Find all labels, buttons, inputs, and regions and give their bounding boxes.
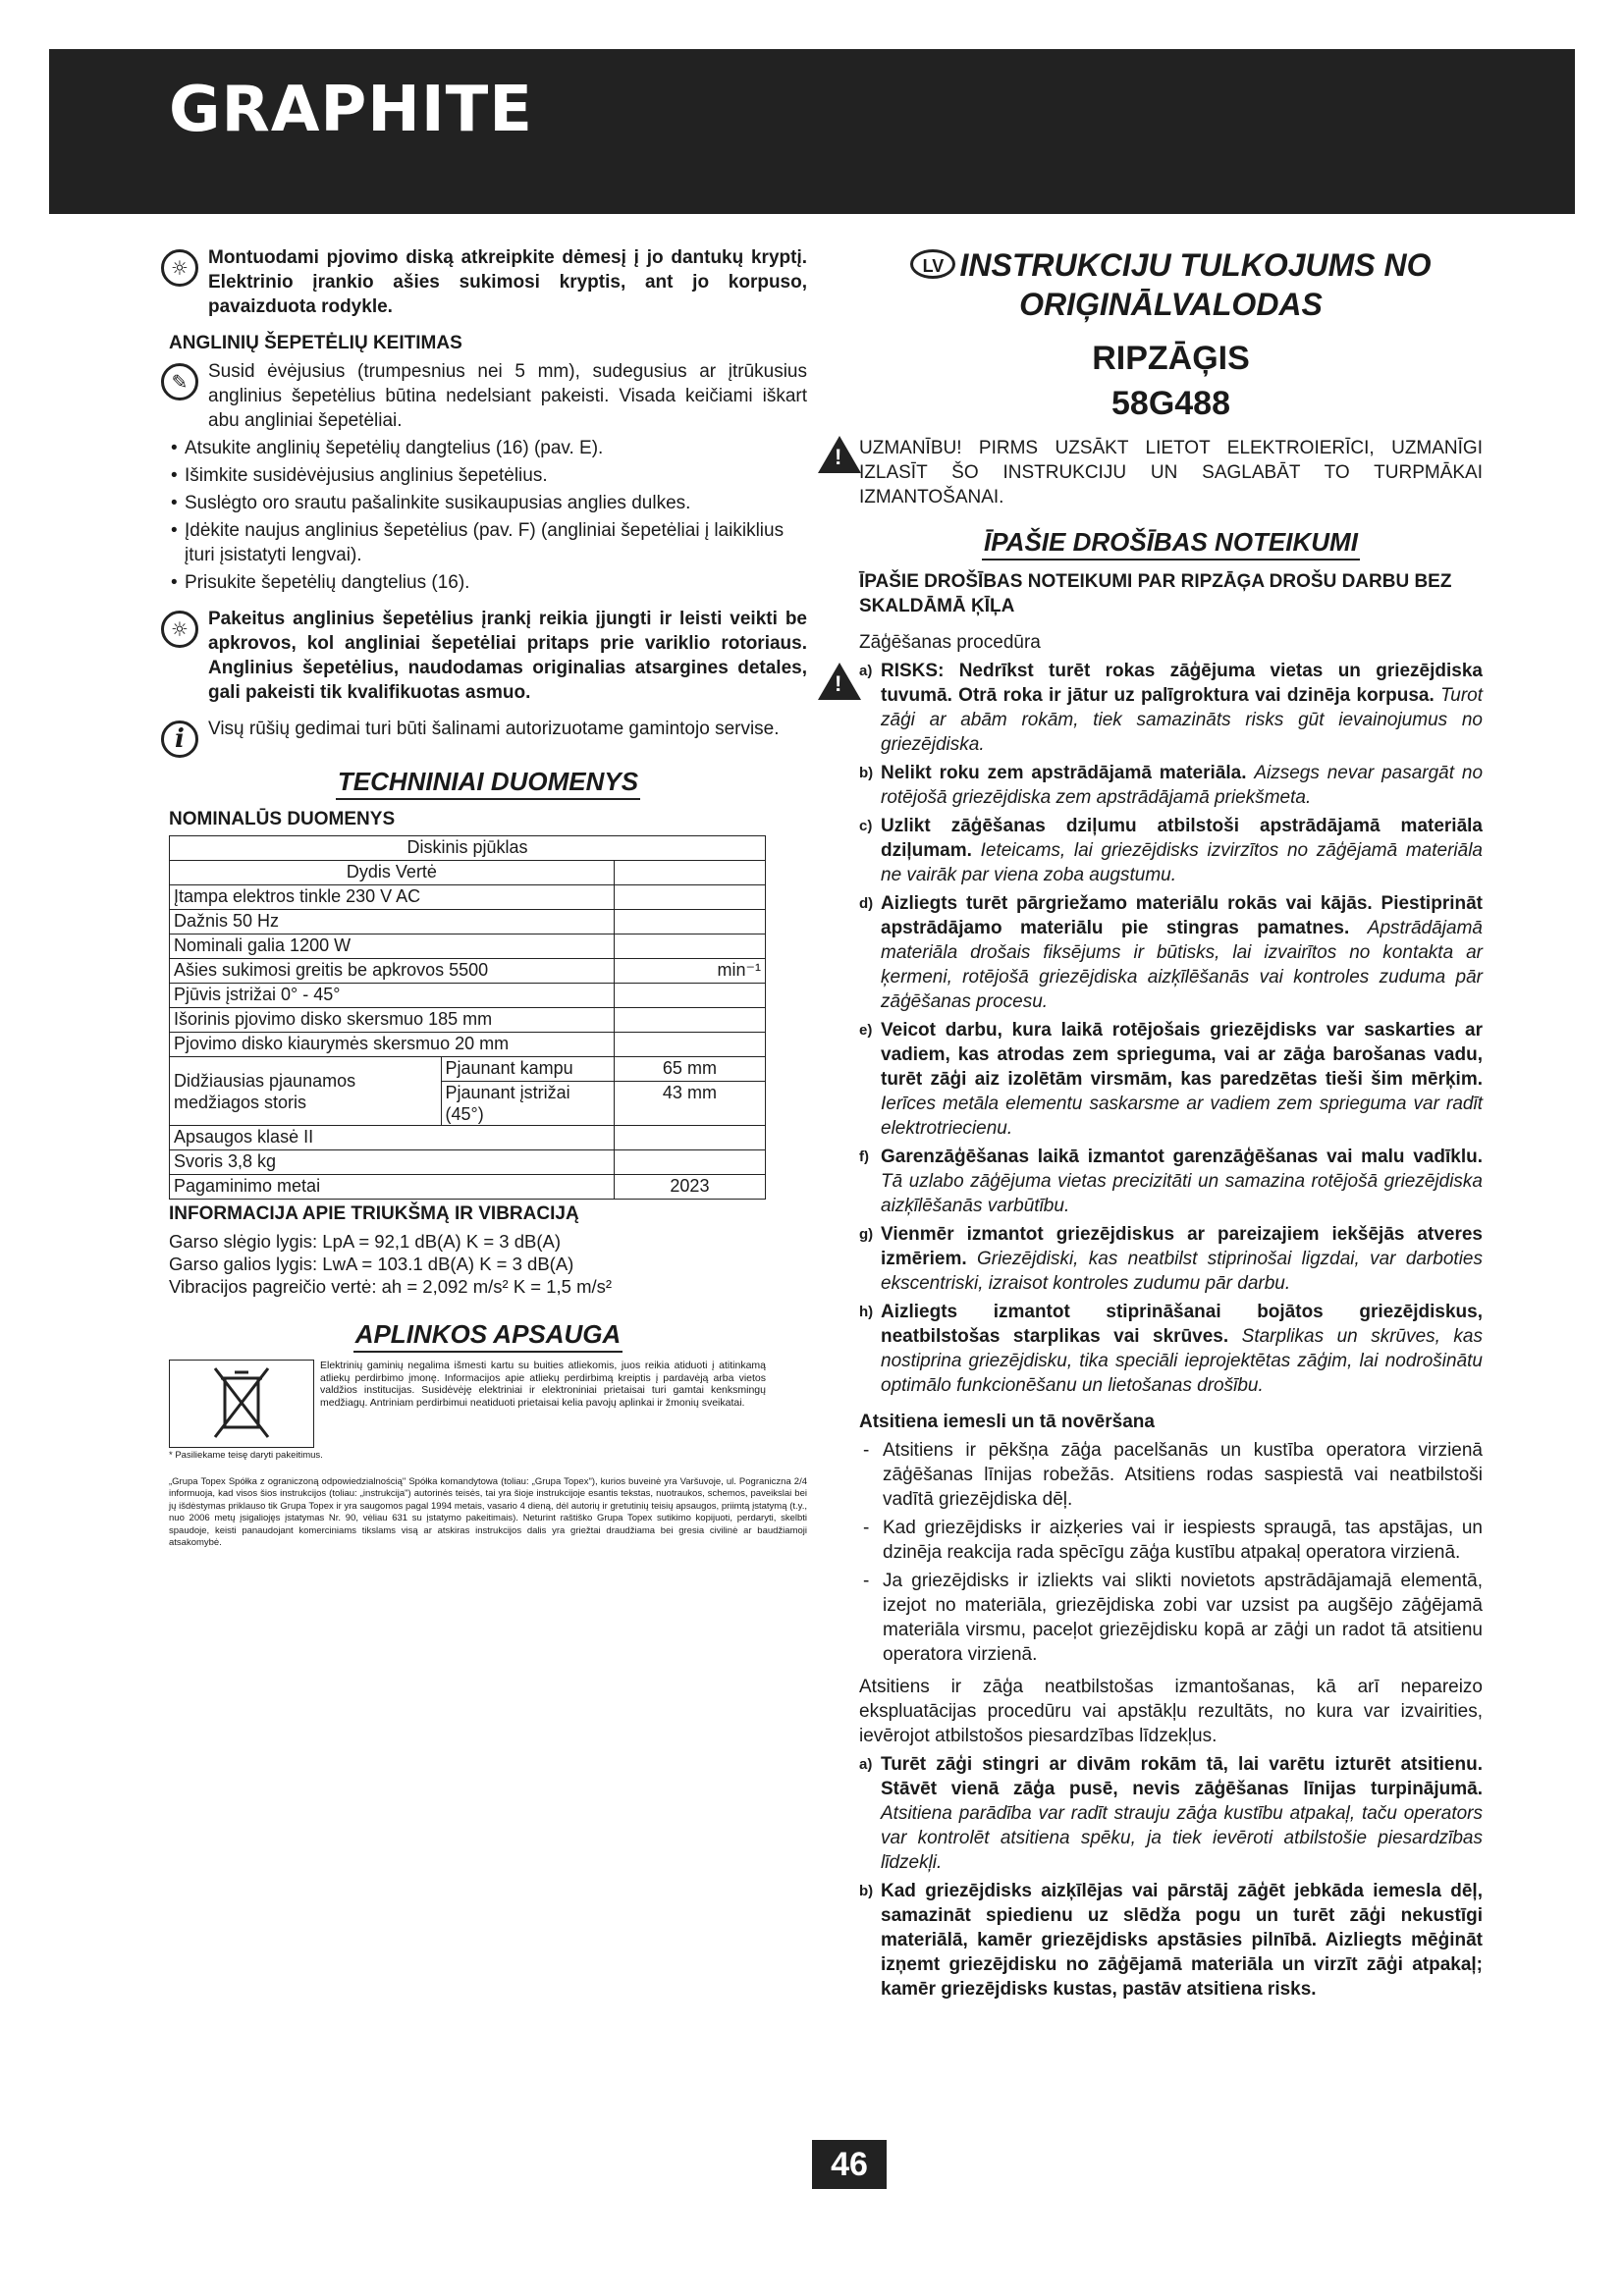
item-note: Starplikas un skrūves, kas nostiprina griezējdisku, tika speciāli ieprojektētas zāģim, lai nodrošinātu optimālo funkcionēšanu un lietošanas drošību. — [881, 1326, 1483, 1396]
brush-row — [169, 359, 807, 433]
noise-values — [169, 1230, 807, 1298]
table-row — [170, 1057, 766, 1082]
item-text: Vienmēr izmantot griezējdiskus ar pareizajiem iekšējās atveres izmēriem. — [881, 1224, 1483, 1269]
table-row — [170, 1126, 766, 1150]
section-heading — [169, 1319, 807, 1350]
list-item — [859, 891, 1483, 1014]
noise-value: A = 92,1 dB(A) K = 3 dB(A) — [342, 1231, 561, 1252]
list-item — [859, 1018, 1483, 1141]
env-heading: APLINKOS APSAUGA — [353, 1319, 623, 1353]
item-text: RISKS: Nedrīkst turēt rokas zāģējuma vietas un griezējdiska tuvumā. Otrā roka ir jātur uz palīgrokturа vai dzinēja korpusa. — [881, 661, 1483, 706]
table-cell: Svoris 3,8 kg — [170, 1150, 615, 1175]
procedure-heading: Zāģēšanas procedūra — [859, 632, 1041, 653]
list-item: • Įdėkite naujus anglinius šepetėlius (pav. F) (angliniai šepetėliai į laikiklius įturi įsistatyti lengvai). — [185, 518, 807, 567]
nominal-heading: NOMINALŪS DUOMENYS — [169, 809, 396, 829]
kickback-paragraph: Atsitiens ir zāģa neatbilstošas izmantošanas, kā arī nepareizo ekspluatācijas procedūru vai apstākļu rezultāts, no kura var izvairities, ievērojot atbilstošos piesardzības līdzekļus. — [859, 1677, 1483, 1746]
list-item: - Kad griezējdisks ir aizķeries vai ir iespiests spraugā, tas apstājas, un dzinēja reakcija rada spēcīgu zāģa kustību atpakaļ operatora virzienā. — [859, 1516, 1483, 1565]
item-text: Aizliegts izmantot stiprināšanai bojātos griezējdiskus, neatbilstošas starplikas vai skrūves. — [881, 1302, 1483, 1347]
table-cell: Pjūvis įstrižai 0° - 45° — [170, 984, 615, 1008]
items-block — [859, 659, 1483, 1398]
left-column — [169, 245, 807, 1550]
list-item: • Prisukite šepetėlių dangtelius (16). — [185, 570, 807, 595]
noise-value: A = 103.1 dB(A) K = 3 dB(A) — [345, 1254, 574, 1274]
item-text: Garenzāģēšanas laikā izmantot garenzāģēšanas vai malu vadīklu. — [881, 1147, 1483, 1167]
item-note: Aizsegs nevar pasargāt no rotējošā griezējdiska zem apstrādājamā priekšmeta. — [881, 763, 1484, 808]
table-cell: Didžiausias pjaunamos medžiagos storis — [170, 1057, 442, 1126]
brush-text: Susid ėvėjusius (trumpesnius nei 5 mm), sudegusius ar įtrūkusius anglinius šepetėlius būtina nedelsiant pakeisti. Visada keičiami iškart abu angliniai šepetėliai. — [208, 361, 807, 431]
spec-table — [169, 835, 766, 1200]
safety-heading: ĪPAŠIE DROŠĪBAS NOTEIKUMI — [982, 527, 1360, 561]
table-cell — [614, 1126, 765, 1150]
item-note: Tā uzlabo zāģējuma vietas precizitāti un samazina rotējošā griezējdiska aizķīlēšanās varbūtību. — [881, 1171, 1483, 1216]
table-row — [170, 959, 766, 984]
list-item — [859, 1879, 1483, 2002]
env-box — [169, 1360, 766, 1448]
table-row — [170, 1008, 766, 1033]
brush-heading: ANGLINIŲ ŠEPETĖLIŲ KEITIMAS — [169, 333, 462, 353]
table-cell: Pagaminimo metai — [170, 1175, 615, 1200]
table-row — [170, 910, 766, 934]
noise-line — [169, 1230, 807, 1253]
item-label: a) — [859, 1756, 873, 1773]
lightbulb-icon: ☼ — [161, 611, 198, 648]
section-heading — [859, 527, 1483, 558]
brush-steps — [169, 436, 807, 595]
noise-line — [169, 1253, 807, 1275]
item-text: Kad griezējdisks aizķīlējas vai pārstāj zāģēt jebkāda iemesla dēļ, samazināt spiedienu uz slēdža pogu un turēt zāģi nekustīgi materiālā, kamēr griezējdisks apstāsies pilnībā. Aizliegts mēģināt izņemt griezējdisku no zāģējamā materiāla un virzīt zāģi atpakaļ; kamēr griezējdisks kustas, pastāv atsitiena risks. — [881, 1881, 1483, 2000]
list-item — [859, 1752, 1483, 1875]
item-label: h) — [859, 1304, 874, 1320]
footnote: * Pasiliekame teisę daryti pakeitimus. — [169, 1450, 323, 1461]
lightbulb-icon: ☼ — [161, 249, 198, 287]
right-column — [859, 245, 1483, 2005]
list-item: • Išimkite susidėvėjusius anglinius šepetėlius. — [185, 463, 807, 488]
note-row — [169, 245, 807, 319]
legal-text: „Grupa Topex Spółka z ograniczoną odpowiedzialnością" Spółka komandytowa (toliau: „Grupa Topex"), kurios buveinė yra Varšuvoje, ul. Pograniczna 2/4 informuoja, kad visos šios instrukcijos (toliau: „instrukcija") autorinės teisės, tai yra šioje instrukcijoje esantis tekstas, nuotraukos, schemos, paveikslai bei jų išdėstymas priklauso tik Grupa Topex ir yra saugomos pagal 1994 metais, vasario 4 dieną, dėl autorių ir gretutinių teisių apsaugos, priimtą įstatymą (t.y., nuo 2006 metų įsigaliojęs įstatymas Nr. 90, vėliau 631 su įstatymo pakeitimais). Neturint raštiško Grupa Topex sutikimo kopijuoti, perdaryti, skelbti spaudoje, keisti panaudojant komerciniams tikslams visą ar atskiras instrukcijos dalis yra griežtai draudžiama bei gresia civilinė ar baudžiamoji atsakomybė. — [169, 1475, 807, 1548]
noise-value: h = 2,092 m/s² K = 1,5 m/s² — [391, 1276, 613, 1297]
title-line: ORIĢINĀLVALODAS — [1019, 287, 1323, 322]
table-row — [170, 934, 766, 959]
brush-after-note: Pakeitus anglinius šepetėlius įrankį reikia įjungti ir leisti veikti be apkrovos, kol angliniai šepetėliai pritaps prie variklio rotoriaus. Anglinius šepetėlius, naudodamas originalias atsargines detales, gali pakeisti tik kvalifikuotas asmuo. — [208, 609, 807, 703]
item-text: Veicot darbu, kura laikā rotējošais griezējdisks var saskarties ar vadiem, kas atrodas zem sprieguma, vai ar zāģa barošanas vadu, turēt zāģi aiz izolētām virsmām, kas paredzētas tieši šim mērķim. — [881, 1020, 1483, 1090]
list-item — [859, 1145, 1483, 1218]
item-label: c) — [859, 818, 873, 834]
section-heading — [169, 767, 807, 797]
noise-label: Vibracijos pagreičio vertė: a — [169, 1276, 392, 1297]
table-cell — [614, 984, 765, 1008]
info-row — [169, 717, 807, 754]
crossed-bin-icon — [169, 1360, 314, 1448]
list-item — [859, 1222, 1483, 1296]
item-note: Atsitiena parādība var radīt strauju zāģa kustību atpakaļ, taču operators var kontrolēt atsitiena spēku, ja tiek ievēroti atbilstošie piesardzības līdzekļi. — [881, 1803, 1483, 1873]
service-note: Visų rūšių gedimai turi būti šalinami autorizuotame gamintojo servise. — [208, 719, 780, 739]
table-cell: Pjovimo disko kiaurymės skersmuo 20 mm — [170, 1033, 615, 1057]
table-cell: 2023 — [614, 1175, 765, 1200]
table-cell: Nominali galia 1200 W — [170, 934, 615, 959]
info-icon: i — [161, 721, 198, 758]
table-col-head: Dydis Vertė — [170, 861, 615, 885]
list-item — [859, 1300, 1483, 1398]
table-cell: Įtampa elektros tinkle 230 V AC — [170, 885, 615, 910]
table-cell: Pjaunant kampu — [441, 1057, 614, 1082]
table-cell: 43 mm — [614, 1082, 765, 1126]
tech-heading: TECHNINIAI DUOMENYS — [336, 767, 640, 800]
table-row — [170, 984, 766, 1008]
wrench-icon: ✎ — [161, 363, 198, 400]
item-text: Uzlikt zāģēšanas dziļumu atbilstoši apstrādājamā materiāla dziļumam. — [881, 816, 1483, 861]
warning-icon — [818, 436, 861, 473]
item-label: e) — [859, 1022, 873, 1039]
table-cell: Ašies sukimosi greitis be apkrovos 5500 — [170, 959, 615, 984]
product-name: RIPZĀĢIS — [1092, 340, 1250, 377]
list-item: • Atsukite anglinių šepetėlių dangtelius (16) (pav. E). — [185, 436, 807, 460]
table-cell — [614, 1033, 765, 1057]
list-item — [859, 659, 1483, 757]
language-badge: LV — [910, 249, 955, 279]
list-item: - Atsitiens ir pēkšņa zāģa pacelšanās un kustība operatora virzienā zāģēšanas līnijas robežās. Atsitiens rodas saspiestā vai neatbilstoši vadītā griezējdiska dēļ. — [859, 1438, 1483, 1512]
warning-icon — [818, 663, 861, 700]
item-label: g) — [859, 1226, 874, 1243]
table-cell: min⁻¹ — [614, 959, 765, 984]
table-cell: Apsaugos klasė II — [170, 1126, 615, 1150]
item-note: Turot zāģi ar abām rokām, tiek samazināts risks gūt ievainojumus no griezējdiska. — [881, 685, 1483, 755]
warning-row — [859, 436, 1483, 509]
table-cell: 65 mm — [614, 1057, 765, 1082]
list-item — [859, 761, 1483, 810]
title-line: INSTRUKCIJU TULKOJUMS NO — [959, 247, 1432, 283]
item-label: b) — [859, 1883, 874, 1899]
table-cell: Išorinis pjovimo disko skersmuo 185 mm — [170, 1008, 615, 1033]
table-row — [170, 1150, 766, 1175]
table-row — [170, 1175, 766, 1200]
note-row — [169, 607, 807, 705]
model-number: 58G488 — [1111, 385, 1230, 422]
list-item: • Suslėgto oro srautu pašalinkite susikaupusias anglies dulkes. — [185, 491, 807, 515]
kickback-heading: Atsitiena iemesli un tā novēršana — [859, 1412, 1155, 1432]
item-text: Turēt zāģi stingri ar divām rokām tā, lai varētu izturēt atsitienu. Stāvēt vienā zāģa pusē, nevis zāģēšanas līnijas turpinājumā. — [881, 1754, 1483, 1799]
table-cell — [614, 934, 765, 959]
warning-text: UZMANĪBU! PIRMS UZSĀKT LIETOT ELEKTROIERĪCI, UZMANĪGI IZLASĪT ŠO INSTRUKCIJU UN SAGLABĀT TO TURPMĀKAI IZMANTOŠANAI. — [859, 438, 1483, 507]
brand-logo: GRAPHITE — [169, 74, 533, 146]
item-label: f) — [859, 1148, 869, 1165]
table-cell — [614, 861, 765, 885]
table-cell: Pjaunant įstrižai (45°) — [441, 1082, 614, 1126]
noise-heading: INFORMACIJA APIE TRIUKŠMĄ IR VIBRACIJĄ — [169, 1203, 579, 1224]
item-note: Ieteicams, lai griezējdisks izvirzītos no zāģējamā materiāla ne vairāk par viena zoba augstumu. — [881, 840, 1483, 885]
noise-label: Garso galios lygis: Lw — [169, 1254, 346, 1274]
list-item — [859, 814, 1483, 887]
table-cell — [614, 1008, 765, 1033]
item-note: Ierīces metāla elementu saskarsme ar vadiem zem sprieguma var radīt elektrotriecienu. — [881, 1094, 1483, 1139]
item-note: Griezējdiski, kas neatbilst stiprinošai ligzdai, var darboties ekscentriski, izraisot kontroles zudumu pār darbu. — [881, 1249, 1483, 1294]
page-number: 46 — [812, 2140, 887, 2189]
mounting-note: Montuodami pjovimo diską atkreipkite dėmesį į jo dantukų kryptį. Elektrinio įrankio ašies sukimosi kryptis, ant jo korpuso, pavaizduota rodykle. — [208, 247, 807, 317]
item-label: d) — [859, 895, 874, 912]
translation-title — [859, 245, 1483, 285]
table-row — [170, 885, 766, 910]
table-cell: Dažnis 50 Hz — [170, 910, 615, 934]
item-label: a) — [859, 663, 873, 679]
table-title: Diskinis pjūklas — [170, 836, 766, 861]
item-text: Nelikt roku zem apstrādājamā materiāla. — [881, 763, 1247, 783]
list-item: - Ja griezējdisks ir izliekts vai slikti novietots apstrādājamajā elementā, izejot no materiāla, griezējdiska zobi var uzsist pa augšējo zāģējamā materiāla virsmu, paceļot griezējdisku kopā ar zāģi un radot tā atsitienu operatora virzienā. — [859, 1569, 1483, 1667]
table-cell — [614, 885, 765, 910]
noise-label: Garso slėgio lygis: Lp — [169, 1231, 343, 1252]
env-text: Elektrinių gaminių negalima išmesti kartu su buities atliekomis, juos reikia atiduoti į atitinkamą atliekų perdirbimo įmonę. Informacijos apie atliekų perdirbimą kreiptis į pardavėją arba vietos valdžios institucijas. Susidėvėję elektriniai ir elektroniniai prietaisai turi gamtai kenksmingų medžiagų. Antriniam perdirbimui neatiduoti prietaisai kelia pavojų aplinkai ir žmonių sveikatai. — [320, 1360, 766, 1409]
item-text: Aizliegts turēt pārgriežamo materiālu rokās vai kājās. Piestiprināt apstrādājamo materiālu pie stingras pamatnes. — [881, 893, 1483, 938]
item-note: Apstrādājamā materiāla drošais fiksējums ir būtisks, lai izvairītos no kontakta ar ķermeni, rotējošā griezējdiska aizķīlēšanās vai kontroles zuduma pār zāģēšanas procesu. — [881, 918, 1483, 1012]
noise-line — [169, 1275, 807, 1298]
table-cell — [614, 1150, 765, 1175]
table-cell — [614, 910, 765, 934]
safety-subheading: ĪPAŠIE DROŠĪBAS NOTEIKUMI PAR RIPZĀĢA DROŠU DARBU BEZ SKALDĀMĀ ĶĪĻA — [859, 571, 1452, 616]
table-row — [170, 1033, 766, 1057]
item-label: b) — [859, 765, 874, 781]
